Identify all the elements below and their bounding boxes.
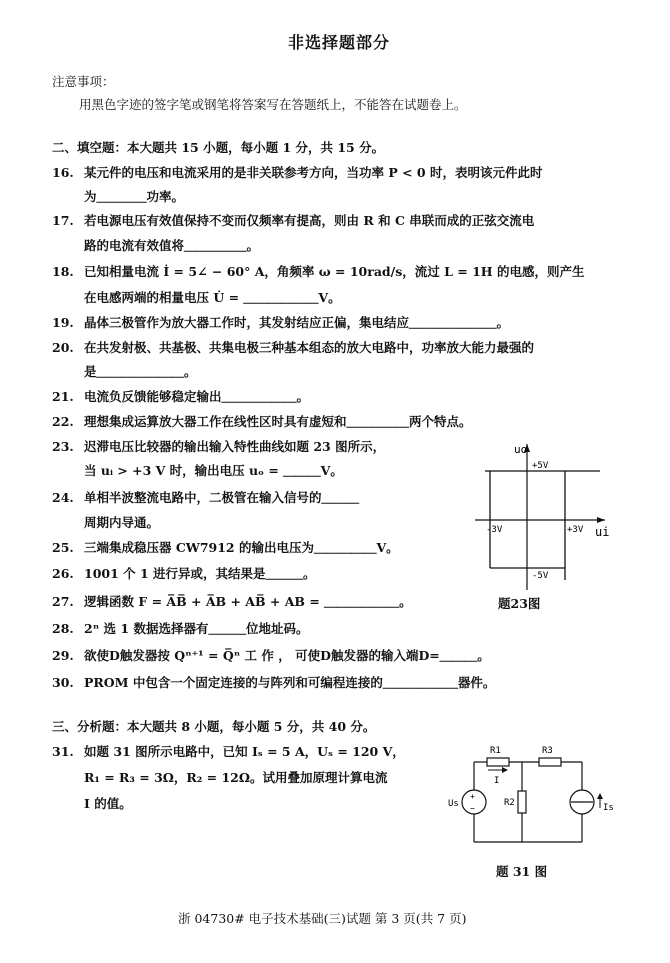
question-number: 18.: [52, 264, 74, 279]
resistor-r2: [518, 791, 526, 813]
question-number: 20.: [52, 340, 74, 355]
svg-text:−: −: [470, 804, 475, 813]
question-line: 某元件的电压和电流采用的是非关联参考方向，当功率 P < 0 时，表明该元件此时: [84, 165, 543, 180]
question-line: I 的值。: [84, 796, 132, 811]
us-label: Us: [448, 799, 459, 809]
x-axis-arrow: [597, 517, 605, 523]
resistor-r1: [487, 758, 509, 766]
question-line: 逻辑函数 F = A̅B̅ + A̅B + AB̅ + AB = ＿＿＿＿＿＿。: [84, 594, 412, 609]
question-line: 1001 个 1 进行异或，其结果是＿＿＿。: [84, 566, 316, 581]
question-line: 单相半波整流电路中，二极管在输入信号的＿＿＿: [84, 490, 360, 505]
question-number: 16.: [52, 165, 74, 180]
question-number: 22.: [52, 414, 74, 429]
svg-text:+: +: [470, 792, 475, 801]
question-line: 路的电流有效值将＿＿＿＿＿。: [84, 238, 260, 253]
pos-threshold-label: +3V: [567, 525, 584, 535]
question-line: 三端集成稳压器 CW7912 的输出电压为＿＿＿＿＿V。: [84, 540, 399, 555]
question-number: 21.: [52, 389, 74, 404]
question-line: PROM 中包含一个固定连接的与阵列和可编程连接的＿＿＿＿＿＿器件。: [84, 675, 496, 690]
question-line: 电流负反馈能够稳定输出＿＿＿＿＿＿。: [84, 389, 310, 404]
question-line: 在电感两端的相量电压 U̇ = ＿＿＿＿＿＿V。: [84, 290, 341, 305]
question-line: 是＿＿＿＿＿＿＿。: [84, 364, 197, 379]
question-line: 欲使D触发器按 Qⁿ⁺¹ = Q̅ⁿ 工 作 ， 可使D触发器的输入端D=＿＿＿。: [84, 648, 490, 663]
x-axis-label: ui: [595, 525, 610, 539]
figure-31-circuit: [442, 738, 614, 856]
r2-label: R2: [504, 798, 515, 808]
notice-text: 用黑色字迹的签字笔或钢笔将答案写在答题纸上，不能答在试题卷上。: [79, 97, 467, 112]
question-line: 理想集成运算放大器工作在线性区时具有虚短和＿＿＿＿＿两个特点。: [84, 414, 472, 429]
question-line: 迟滞电压比较器的输出输入特性曲线如题 23 图所示，: [84, 439, 386, 454]
question-number: 25.: [52, 540, 74, 555]
question-line: 2ⁿ 选 1 数据选择器有＿＿＿位地址码。: [84, 621, 309, 636]
pos-v-label: +5V: [532, 461, 549, 471]
is-label: Is: [603, 803, 614, 813]
question-number: 30.: [52, 675, 74, 690]
question-number: 29.: [52, 648, 74, 663]
r1-label: R1: [490, 746, 501, 756]
section-3-heading: 三、分析题：本大题共 8 小题，每小题 5 分，共 40 分。: [52, 719, 376, 734]
question-line: 周期内导通。: [84, 515, 160, 530]
question-number: 31.: [52, 744, 74, 759]
question-line: R₁ = R₃ = 3Ω，R₂ = 12Ω。试用叠加原理计算电流: [84, 770, 388, 785]
figure-31-caption: 题 31 图: [496, 864, 548, 879]
r3-label: R3: [542, 746, 553, 756]
neg-threshold-label: -3V: [486, 525, 503, 535]
question-number: 28.: [52, 621, 74, 636]
notice-label: 注意事项：: [52, 74, 115, 89]
question-line: 在共发射极、共基极、共集电极三种基本组态的放大电路中，功率放大能力最强的: [84, 340, 535, 355]
question-line: 为＿＿＿＿功率。: [84, 189, 185, 204]
question-number: 24.: [52, 490, 74, 505]
section-2-heading: 二、填空题：本大题共 15 小题，每小题 1 分，共 15 分。: [52, 140, 385, 155]
question-number: 27.: [52, 594, 74, 609]
question-line: 晶体三极管作为放大器工作时，其发射结应正偏，集电结应＿＿＿＿＿＿＿。: [84, 315, 510, 330]
question-number: 19.: [52, 315, 74, 330]
figure-23-hysteresis-plot: [470, 440, 620, 610]
question-number: 17.: [52, 213, 74, 228]
page-footer: 浙 04730# 电子技术基础(三)试题 第 3 页(共 7 页): [178, 911, 467, 926]
y-axis-label: uo: [514, 443, 528, 456]
page-title: 非选择题部分: [288, 33, 391, 52]
question-number: 26.: [52, 566, 74, 581]
question-line: 当 uᵢ > +3 V 时，输出电压 uₒ = ＿＿＿V。: [84, 463, 343, 478]
question-line: 如题 31 图所示电路中，已知 Iₛ = 5 A，Uₛ = 120 V，: [84, 744, 405, 759]
question-number: 23.: [52, 439, 74, 454]
question-line: 若电源电压有效值保持不变而仅频率有提高，则由 R 和 C 串联而成的正弦交流电: [84, 213, 535, 228]
i-label: I: [494, 776, 500, 786]
question-line: 已知相量电流 İ = 5∠ − 60° A，角频率 ω = 10rad/s，流过 L = 1H 的电感，则产生: [84, 264, 585, 279]
figure-23-caption: 题23图: [498, 596, 541, 611]
resistor-r3: [539, 758, 561, 766]
neg-v-label: -5V: [532, 571, 549, 581]
